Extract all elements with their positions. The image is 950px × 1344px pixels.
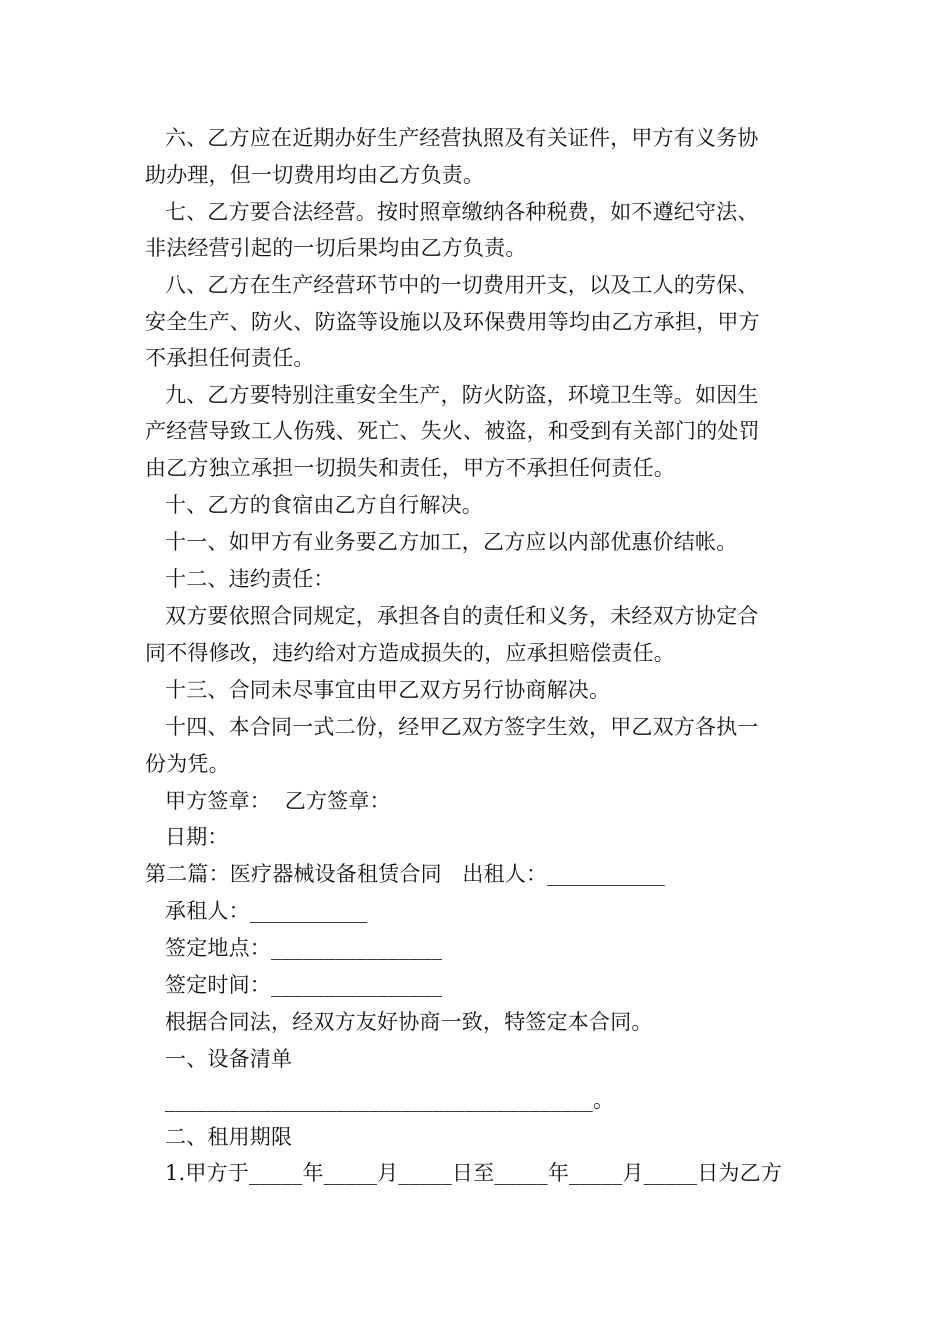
- text-line: 十三、合同未尽事宜由甲乙双方另行协商解决。: [165, 678, 611, 702]
- text-line: 二、租用期限: [165, 1125, 293, 1149]
- text-line: 七、乙方要合法经营。按时照章缴纳各种税费，如不遵纪守法、: [165, 200, 759, 224]
- text-line: 签定时间：________________: [165, 973, 443, 997]
- text-line: 同不得修改，违约给对方造成损失的，应承担赔偿责任。: [145, 641, 675, 665]
- text-line: 助办理，但一切费用均由乙方负责。: [145, 163, 485, 187]
- text-line: 一、设备清单: [165, 1047, 293, 1071]
- text-line: 十二、违约责任：: [165, 567, 335, 591]
- text-line: 由乙方独立承担一切损失和责任，甲方不承担任何责任。: [145, 456, 675, 480]
- text-line: 安全生产、防火、防盗等设施以及环保费用等均由乙方承担，甲方: [145, 310, 760, 334]
- text-line: 份为凭。: [145, 752, 230, 776]
- signature-line: 甲方签章： 乙方签章：: [165, 789, 391, 813]
- text-line: 双方要依照合同规定，承担各自的责任和义务，未经双方协定合: [165, 604, 759, 628]
- text-line: 签定地点：________________: [165, 936, 443, 960]
- text-line: 1.甲方于_____年_____月_____日至_____年_____月_____日为乙方: [165, 1161, 783, 1185]
- text-line: 十、乙方的食宿由乙方自行解决。: [165, 493, 483, 517]
- text-line: 十四、本合同一式二份，经甲乙双方签字生效，甲乙双方各执一: [165, 715, 759, 739]
- section-heading: 第二篇：医疗器械设备租赁合同 出租人：___________: [145, 862, 665, 886]
- date-line: 日期：: [165, 825, 229, 849]
- text-line: 非法经营引起的一切后果均由乙方负责。: [145, 236, 527, 260]
- text-line: 根据合同法，经双方友好协商一致，特签定本合同。: [165, 1010, 653, 1034]
- text-line: 六、乙方应在近期办好生产经营执照及有关证件，甲方有义务协: [165, 126, 759, 150]
- text-line: 产经营导致工人伤残、死亡、失火、被盗，和受到有关部门的处罚: [145, 419, 760, 443]
- blank-line: ________________________________________。: [165, 1088, 615, 1112]
- text-line: 承租人：___________: [165, 899, 368, 923]
- text-line: 不承担任何责任。: [145, 346, 315, 370]
- text-line: 八、乙方在生产经营环节中的一切费用开支，以及工人的劳保、: [165, 273, 759, 297]
- text-line: 九、乙方要特别注重安全生产，防火防盗，环境卫生等。如因生: [165, 383, 759, 407]
- text-line: 十一、如甲方有业务要乙方加工，乙方应以内部优惠价结帐。: [165, 530, 738, 554]
